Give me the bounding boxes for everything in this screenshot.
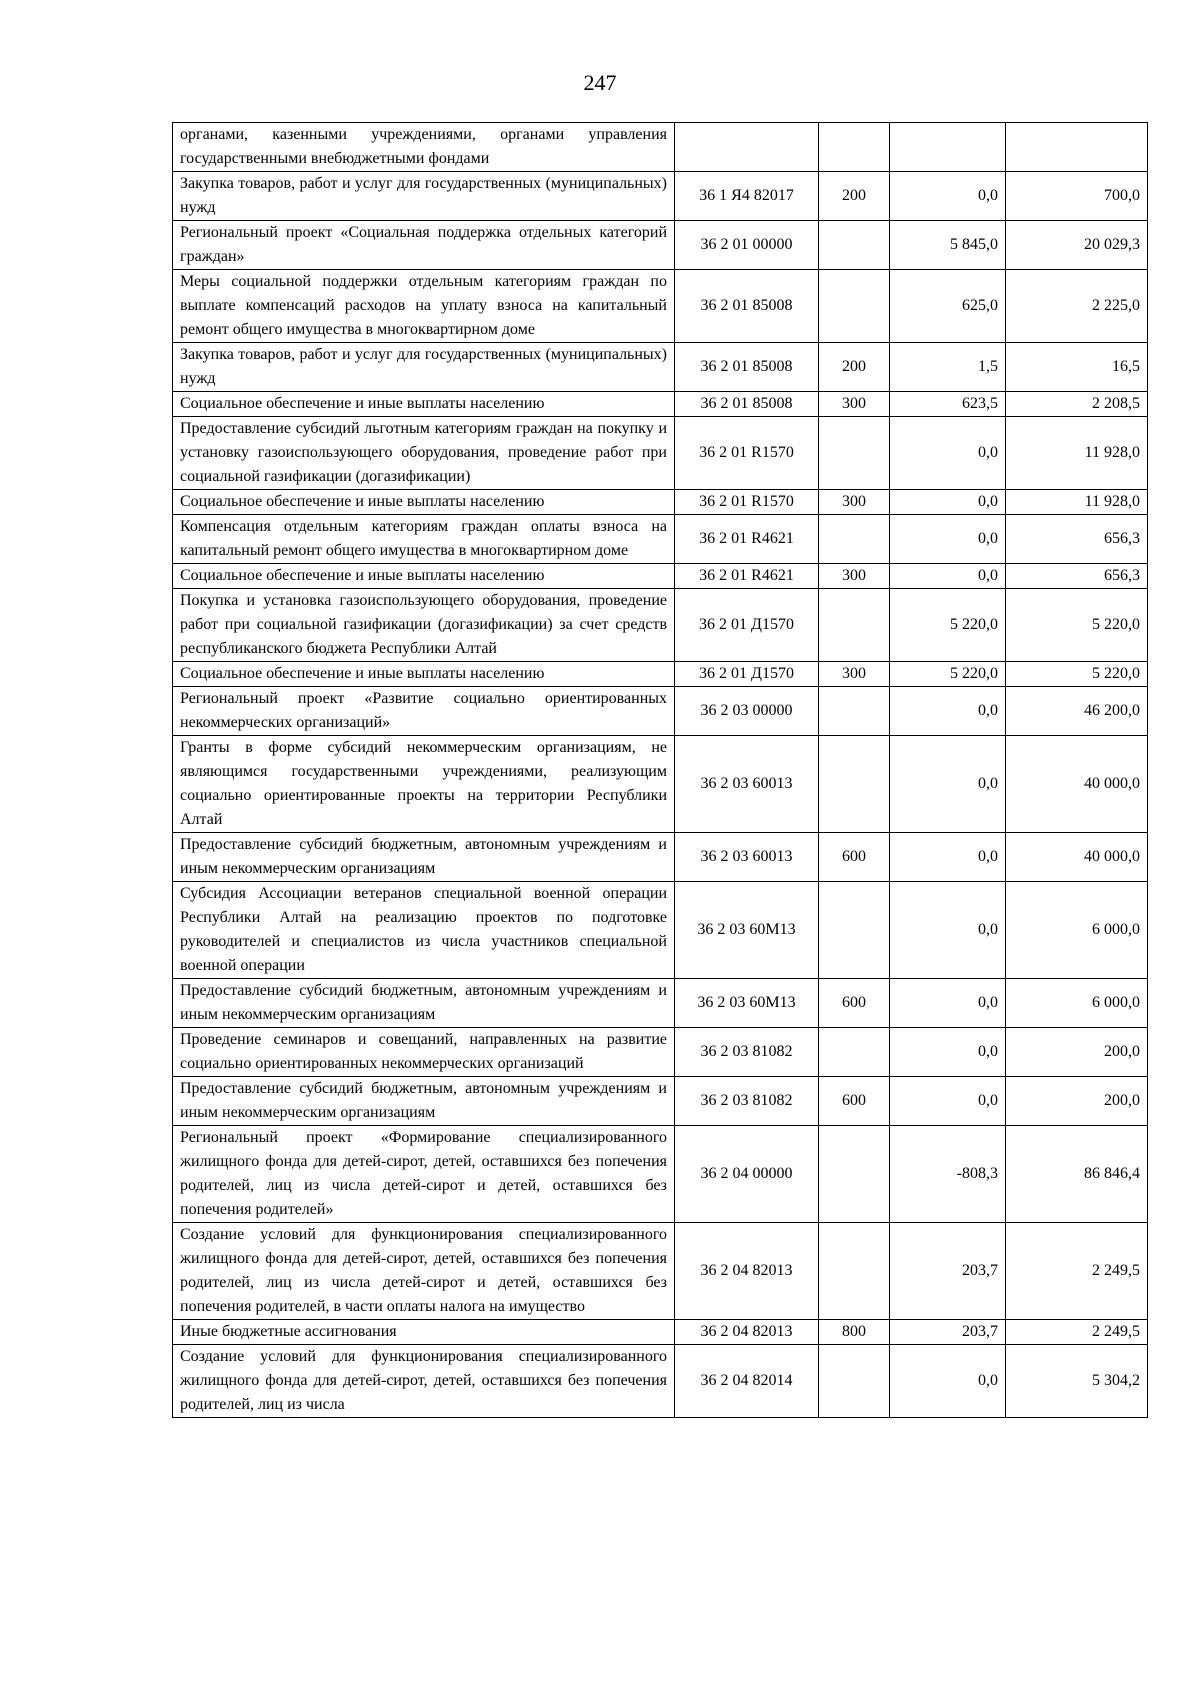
amount-change-cell: 0,0 <box>890 1345 1006 1418</box>
target-code-cell: 36 1 Я4 82017 <box>675 172 819 221</box>
expense-type-cell: 300 <box>819 564 890 589</box>
table-row <box>173 1223 1148 1320</box>
expense-name-cell: органами, казенными учреждениями, органами управления государственными внебюджетными фондами <box>173 123 675 172</box>
expense-type-cell: 300 <box>819 490 890 515</box>
table-row <box>173 515 1148 564</box>
expense-name-cell: Покупка и установка газоиспользующего оборудования, проведение работ при социальной газификации (догазификации) за счет средств республиканского бюджета Республики Алтай <box>173 589 675 662</box>
amount-change-cell: 203,7 <box>890 1223 1006 1320</box>
amount-total-cell: 5 304,2 <box>1006 1345 1148 1418</box>
expense-name-cell: Предоставление субсидий бюджетным, автономным учреждениям и иным некоммерческим организациям <box>173 979 675 1028</box>
expense-type-cell: 200 <box>819 343 890 392</box>
table-row <box>173 1126 1148 1223</box>
expense-type-cell: 600 <box>819 979 890 1028</box>
amount-total-cell: 5 220,0 <box>1006 662 1148 687</box>
expense-type-cell <box>819 1028 890 1077</box>
table-row <box>173 1345 1148 1418</box>
target-code-cell: 36 2 01 00000 <box>675 221 819 270</box>
target-code-cell: 36 2 03 81082 <box>675 1028 819 1077</box>
expense-name-cell: Гранты в форме субсидий некоммерческим организациям, не являющимся государственными учреждениями, реализующим социально ориентированные проекты на территории Республики Алтай <box>173 736 675 833</box>
amount-total-cell: 700,0 <box>1006 172 1148 221</box>
amount-total-cell: 2 249,5 <box>1006 1320 1148 1345</box>
table-row <box>173 343 1148 392</box>
amount-total-cell: 200,0 <box>1006 1028 1148 1077</box>
table-row <box>173 392 1148 417</box>
amount-total-cell: 6 000,0 <box>1006 882 1148 979</box>
amount-change-cell: 0,0 <box>890 1077 1006 1126</box>
target-code-cell: 36 2 01 85008 <box>675 392 819 417</box>
target-code-cell: 36 2 03 60013 <box>675 736 819 833</box>
table-row <box>173 564 1148 589</box>
amount-change-cell: 1,5 <box>890 343 1006 392</box>
amount-total-cell: 2 249,5 <box>1006 1223 1148 1320</box>
target-code-cell: 36 2 03 60013 <box>675 833 819 882</box>
expense-type-cell <box>819 270 890 343</box>
amount-total-cell: 200,0 <box>1006 1077 1148 1126</box>
expense-type-cell: 600 <box>819 833 890 882</box>
amount-total-cell: 11 928,0 <box>1006 417 1148 490</box>
expense-name-cell: Иные бюджетные ассигнования <box>173 1320 675 1345</box>
amount-change-cell: 0,0 <box>890 979 1006 1028</box>
expense-type-cell <box>819 736 890 833</box>
expense-type-cell: 300 <box>819 662 890 687</box>
expense-type-cell <box>819 515 890 564</box>
expense-name-cell: Субсидия Ассоциации ветеранов специальной военной операции Республики Алтай на реализацию проектов по подготовке руководителей и специалистов из числа участников специальной военной операции <box>173 882 675 979</box>
expense-name-cell: Региональный проект «Развитие социально ориентированных некоммерческих организаций» <box>173 687 675 736</box>
amount-change-cell: 0,0 <box>890 882 1006 979</box>
amount-total-cell: 40 000,0 <box>1006 833 1148 882</box>
expense-name-cell: Закупка товаров, работ и услуг для государственных (муниципальных) нужд <box>173 172 675 221</box>
target-code-cell: 36 2 01 R4621 <box>675 515 819 564</box>
expense-type-cell <box>819 417 890 490</box>
target-code-cell: 36 2 03 60M13 <box>675 882 819 979</box>
target-code-cell: 36 2 04 82014 <box>675 1345 819 1418</box>
table-row <box>173 172 1148 221</box>
target-code-cell: 36 2 04 82013 <box>675 1223 819 1320</box>
amount-total-cell <box>1006 123 1148 172</box>
amount-change-cell: 0,0 <box>890 833 1006 882</box>
expense-type-cell <box>819 221 890 270</box>
expense-name-cell: Социальное обеспечение и иные выплаты населению <box>173 490 675 515</box>
expense-type-cell <box>819 1126 890 1223</box>
amount-total-cell: 46 200,0 <box>1006 687 1148 736</box>
target-code-cell: 36 2 03 00000 <box>675 687 819 736</box>
expense-name-cell: Меры социальной поддержки отдельным категориям граждан по выплате компенсаций расходов на уплату взноса на капитальный ремонт общего имущества в многоквартирном доме <box>173 270 675 343</box>
table-row <box>173 687 1148 736</box>
target-code-cell: 36 2 04 82013 <box>675 1320 819 1345</box>
amount-change-cell: 203,7 <box>890 1320 1006 1345</box>
amount-change-cell: 0,0 <box>890 736 1006 833</box>
table-row <box>173 662 1148 687</box>
target-code-cell: 36 2 01 R1570 <box>675 417 819 490</box>
amount-total-cell: 40 000,0 <box>1006 736 1148 833</box>
amount-total-cell: 5 220,0 <box>1006 589 1148 662</box>
amount-change-cell: 625,0 <box>890 270 1006 343</box>
target-code-cell: 36 2 01 R1570 <box>675 490 819 515</box>
amount-change-cell: 0,0 <box>890 1028 1006 1077</box>
expense-name-cell: Проведение семинаров и совещаний, направленных на развитие социально ориентированных некоммерческих организаций <box>173 1028 675 1077</box>
target-code-cell <box>675 123 819 172</box>
table-row <box>173 589 1148 662</box>
amount-total-cell: 11 928,0 <box>1006 490 1148 515</box>
expense-name-cell: Создание условий для функционирования специализированного жилищного фонда для детей-сирот, детей, оставшихся без попечения родителей, лиц из числа <box>173 1345 675 1418</box>
expense-name-cell: Предоставление субсидий бюджетным, автономным учреждениям и иным некоммерческим организациям <box>173 833 675 882</box>
table-row <box>173 1320 1148 1345</box>
table-row <box>173 123 1148 172</box>
amount-change-cell <box>890 123 1006 172</box>
table-row <box>173 270 1148 343</box>
amount-total-cell: 2 225,0 <box>1006 270 1148 343</box>
amount-change-cell: 0,0 <box>890 490 1006 515</box>
amount-change-cell: 0,0 <box>890 417 1006 490</box>
target-code-cell: 36 2 04 00000 <box>675 1126 819 1223</box>
expense-name-cell: Предоставление субсидий льготным категориям граждан на покупку и установку газоиспользующего оборудования, проведение работ при социальной газификации (догазификации) <box>173 417 675 490</box>
amount-total-cell: 86 846,4 <box>1006 1126 1148 1223</box>
table-row <box>173 882 1148 979</box>
amount-change-cell: 0,0 <box>890 687 1006 736</box>
target-code-cell: 36 2 01 Д1570 <box>675 589 819 662</box>
table-row <box>173 1028 1148 1077</box>
amount-total-cell: 656,3 <box>1006 515 1148 564</box>
budget-table <box>172 122 1148 1418</box>
amount-total-cell: 20 029,3 <box>1006 221 1148 270</box>
target-code-cell: 36 2 03 60M13 <box>675 979 819 1028</box>
expense-name-cell: Создание условий для функционирования специализированного жилищного фонда для детей-сирот, детей, оставшихся без попечения родителей, лиц из числа детей-сирот и детей, оставшихся без попечения родителей, в части оплаты налога на имущество <box>173 1223 675 1320</box>
expense-type-cell <box>819 1345 890 1418</box>
budget-table-body <box>173 123 1148 1418</box>
expense-name-cell: Социальное обеспечение и иные выплаты населению <box>173 564 675 589</box>
table-row <box>173 979 1148 1028</box>
amount-change-cell: 5 220,0 <box>890 662 1006 687</box>
target-code-cell: 36 2 01 85008 <box>675 343 819 392</box>
expense-name-cell: Компенсация отдельным категориям граждан оплаты взноса на капитальный ремонт общего имущества в многоквартирном доме <box>173 515 675 564</box>
amount-total-cell: 6 000,0 <box>1006 979 1148 1028</box>
amount-change-cell: 0,0 <box>890 515 1006 564</box>
target-code-cell: 36 2 03 81082 <box>675 1077 819 1126</box>
amount-change-cell: 623,5 <box>890 392 1006 417</box>
target-code-cell: 36 2 01 R4621 <box>675 564 819 589</box>
expense-type-cell <box>819 123 890 172</box>
expense-type-cell <box>819 589 890 662</box>
amount-change-cell: 5 220,0 <box>890 589 1006 662</box>
table-row <box>173 1077 1148 1126</box>
table-row <box>173 417 1148 490</box>
table-row <box>173 490 1148 515</box>
expense-name-cell: Социальное обеспечение и иные выплаты населению <box>173 392 675 417</box>
expense-name-cell: Закупка товаров, работ и услуг для государственных (муниципальных) нужд <box>173 343 675 392</box>
expense-type-cell <box>819 882 890 979</box>
amount-change-cell: 0,0 <box>890 564 1006 589</box>
expense-type-cell <box>819 687 890 736</box>
page-number: 247 <box>583 70 617 95</box>
target-code-cell: 36 2 01 85008 <box>675 270 819 343</box>
expense-name-cell: Социальное обеспечение и иные выплаты населению <box>173 662 675 687</box>
expense-type-cell: 800 <box>819 1320 890 1345</box>
expense-name-cell: Предоставление субсидий бюджетным, автономным учреждениям и иным некоммерческим организациям <box>173 1077 675 1126</box>
table-row <box>173 221 1148 270</box>
amount-change-cell: 0,0 <box>890 172 1006 221</box>
table-row <box>173 833 1148 882</box>
target-code-cell: 36 2 01 Д1570 <box>675 662 819 687</box>
expense-type-cell: 600 <box>819 1077 890 1126</box>
amount-total-cell: 656,3 <box>1006 564 1148 589</box>
expense-name-cell: Региональный проект «Формирование специализированного жилищного фонда для детей-сирот, детей, оставшихся без попечения родителей, лиц из числа детей-сирот и детей, оставшихся без попечения родителей» <box>173 1126 675 1223</box>
amount-change-cell: -808,3 <box>890 1126 1006 1223</box>
expense-name-cell: Региональный проект «Социальная поддержка отдельных категорий граждан» <box>173 221 675 270</box>
expense-type-cell: 200 <box>819 172 890 221</box>
amount-total-cell: 16,5 <box>1006 343 1148 392</box>
expense-type-cell: 300 <box>819 392 890 417</box>
amount-total-cell: 2 208,5 <box>1006 392 1148 417</box>
expense-type-cell <box>819 1223 890 1320</box>
table-row <box>173 736 1148 833</box>
amount-change-cell: 5 845,0 <box>890 221 1006 270</box>
